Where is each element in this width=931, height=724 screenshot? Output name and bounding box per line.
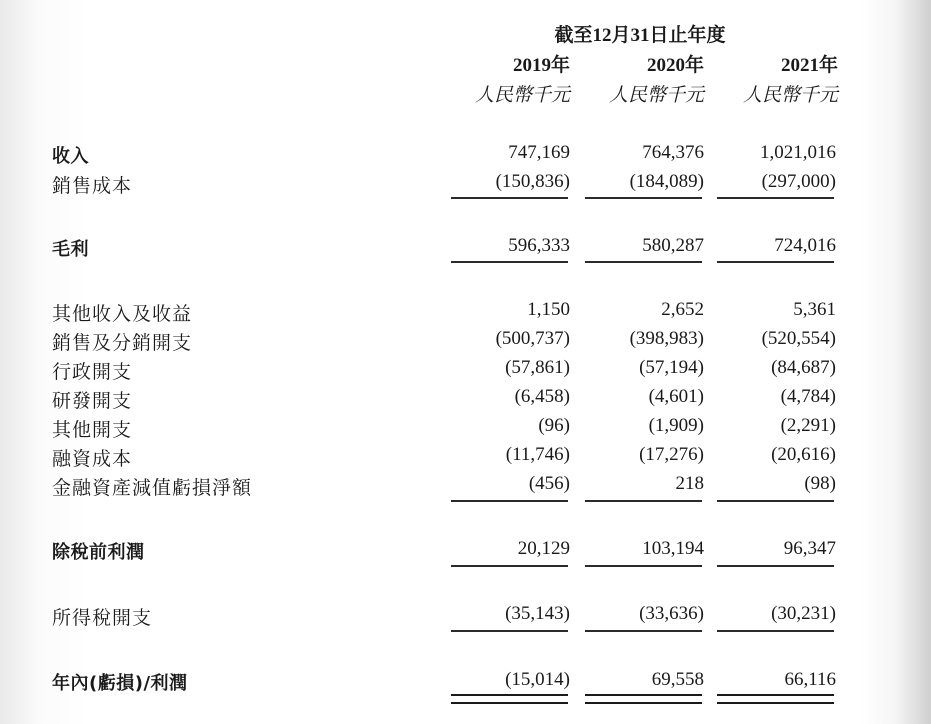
selling-distribution-2019: (500,737) bbox=[495, 328, 570, 349]
subtotal-rule bbox=[451, 197, 568, 199]
other-expenses-2019: (96) bbox=[538, 415, 570, 436]
subtotal-rule bbox=[717, 261, 834, 263]
row-label-administrative: 行政開支 bbox=[52, 362, 133, 383]
revenue-2021: 1,021,016 bbox=[760, 142, 836, 163]
revenue-2019: 747,169 bbox=[508, 142, 570, 163]
gross-profit-2021: 724,016 bbox=[774, 235, 836, 256]
other-income-2020: 2,652 bbox=[661, 299, 704, 320]
cost-of-sales-2020: (184,089) bbox=[629, 171, 704, 192]
subtotal-rule bbox=[717, 500, 834, 502]
rnd-2020: (4,601) bbox=[648, 386, 704, 407]
administrative-2019: (57,861) bbox=[505, 357, 570, 378]
row-label-revenue: 收入 bbox=[52, 146, 89, 167]
impairment-2019: (456) bbox=[528, 473, 570, 494]
subtotal-rule bbox=[585, 261, 702, 263]
profit-before-tax-2020: 103,194 bbox=[642, 538, 704, 559]
income-tax-2020: (33,636) bbox=[639, 603, 704, 624]
administrative-2021: (84,687) bbox=[771, 357, 836, 378]
subtotal-rule bbox=[717, 197, 834, 199]
row-label-gross-profit: 毛利 bbox=[52, 239, 89, 260]
subtotal-rule bbox=[451, 565, 568, 567]
total-double-rule bbox=[585, 694, 702, 704]
impairment-2020: 218 bbox=[675, 473, 704, 494]
profit-before-tax-2021: 96,347 bbox=[783, 538, 836, 559]
row-label-other-income: 其他收入及收益 bbox=[52, 304, 193, 325]
net-result-2019: (15,014) bbox=[505, 669, 570, 690]
finance-costs-2019: (11,746) bbox=[505, 444, 570, 465]
year-header-2020: 2020年 bbox=[646, 55, 704, 76]
unit-header-2020: 人民幣千元 bbox=[608, 85, 704, 106]
other-expenses-2021: (2,291) bbox=[780, 415, 836, 436]
cost-of-sales-2019: (150,836) bbox=[495, 171, 570, 192]
row-label-income-tax: 所得稅開支 bbox=[52, 608, 153, 629]
subtotal-rule bbox=[451, 261, 568, 263]
profit-before-tax-2019: 20,129 bbox=[517, 538, 570, 559]
finance-costs-2020: (17,276) bbox=[639, 444, 704, 465]
other-expenses-2020: (1,909) bbox=[648, 415, 704, 436]
impairment-2021: (98) bbox=[804, 473, 836, 494]
rnd-2021: (4,784) bbox=[780, 386, 836, 407]
period-header: 截至12月31日止年度 bbox=[554, 25, 726, 46]
net-result-2021: 66,116 bbox=[784, 669, 836, 690]
row-label-finance-costs: 融資成本 bbox=[52, 449, 133, 470]
row-label-selling-distribution: 銷售及分銷開支 bbox=[52, 333, 193, 354]
row-label-other-expenses: 其他開支 bbox=[52, 420, 133, 441]
row-label-impairment: 金融資產減值虧損淨額 bbox=[52, 478, 253, 499]
year-header-2019: 2019年 bbox=[512, 55, 570, 76]
unit-header-2021: 人民幣千元 bbox=[742, 85, 838, 106]
selling-distribution-2021: (520,554) bbox=[761, 328, 836, 349]
income-tax-2021: (30,231) bbox=[771, 603, 836, 624]
subtotal-rule bbox=[717, 630, 834, 632]
year-header-2021: 2021年 bbox=[780, 55, 838, 76]
row-label-cost-of-sales: 銷售成本 bbox=[52, 176, 133, 197]
net-result-2020: 69,558 bbox=[651, 669, 704, 690]
subtotal-rule bbox=[585, 197, 702, 199]
income-tax-2019: (35,143) bbox=[505, 603, 570, 624]
other-income-2019: 1,150 bbox=[527, 299, 570, 320]
rnd-2019: (6,458) bbox=[514, 386, 570, 407]
total-double-rule bbox=[451, 694, 568, 704]
subtotal-rule bbox=[717, 565, 834, 567]
finance-costs-2021: (20,616) bbox=[771, 444, 836, 465]
total-double-rule bbox=[717, 694, 834, 704]
administrative-2020: (57,194) bbox=[639, 357, 704, 378]
subtotal-rule bbox=[585, 630, 702, 632]
subtotal-rule bbox=[451, 500, 568, 502]
selling-distribution-2020: (398,983) bbox=[629, 328, 704, 349]
row-label-net-result: 年內(虧損)/利潤 bbox=[52, 673, 188, 694]
cost-of-sales-2021: (297,000) bbox=[761, 171, 836, 192]
subtotal-rule bbox=[585, 565, 702, 567]
row-label-profit-before-tax: 除稅前利潤 bbox=[52, 542, 145, 563]
other-income-2021: 5,361 bbox=[793, 299, 836, 320]
revenue-2020: 764,376 bbox=[642, 142, 704, 163]
subtotal-rule bbox=[585, 500, 702, 502]
subtotal-rule bbox=[451, 630, 568, 632]
unit-header-2019: 人民幣千元 bbox=[474, 85, 570, 106]
gross-profit-2020: 580,287 bbox=[642, 235, 704, 256]
row-label-rnd: 研發開支 bbox=[52, 391, 133, 412]
gross-profit-2019: 596,333 bbox=[508, 235, 570, 256]
